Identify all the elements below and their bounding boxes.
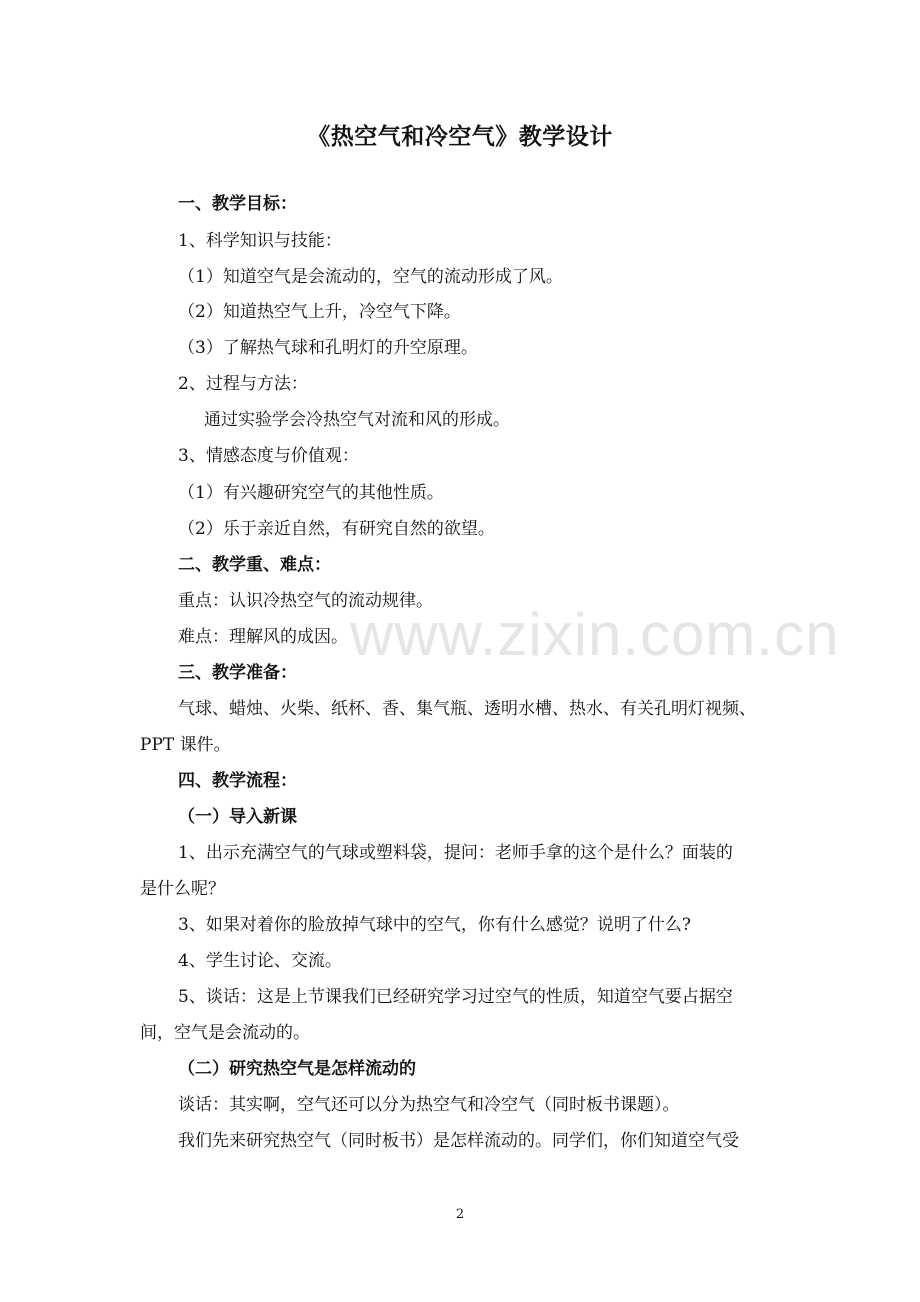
text-line: 5、谈话：这是上节课我们已经研究学习过空气的性质，知道空气要占据空 <box>178 987 733 1007</box>
text-line: 谈话：其实啊，空气还可以分为热空气和冷空气（同时板书课题）。 <box>178 1095 680 1115</box>
text-line: 4、学生讨论、交流。 <box>178 951 342 971</box>
text-line: （1）知道空气是会流动的，空气的流动形成了风。 <box>178 267 563 287</box>
text-line: （2）知道热空气上升，冷空气下降。 <box>178 302 461 322</box>
document-title: 《热空气和冷空气》教学设计 <box>307 124 613 150</box>
text-line: PPT 课件。 <box>140 735 231 755</box>
section-heading-process: 四、教学流程： <box>178 771 297 791</box>
text-line: 气球、蜡烛、火柴、纸杯、香、集气瓶、透明水槽、热水、有关孔明灯视频、 <box>178 699 756 719</box>
text-line: 2、过程与方法： <box>178 374 308 394</box>
text-line: 3、情感态度与价值观： <box>178 446 359 466</box>
section-heading-preparation: 三、教学准备： <box>178 663 297 683</box>
subsection-heading-hot-air: （二）研究热空气是怎样流动的 <box>178 1059 416 1079</box>
text-line: （1）有兴趣研究空气的其他性质。 <box>178 483 444 503</box>
page-number: 2 <box>455 1207 465 1222</box>
subsection-heading-intro: （一）导入新课 <box>178 807 297 827</box>
text-line: （2）乐于亲近自然，有研究自然的欲望。 <box>178 519 495 539</box>
text-line: 难点：理解风的成因。 <box>178 627 348 647</box>
section-heading-key-points: 二、教学重、难点： <box>178 555 331 575</box>
text-line: 重点：认识冷热空气的流动规律。 <box>178 591 433 611</box>
section-heading-goals: 一、教学目标： <box>178 194 297 214</box>
text-line: 我们先来研究热空气（同时板书）是怎样流动的。同学们，你们知道空气受 <box>178 1131 739 1151</box>
text-line: 间，空气是会流动的。 <box>140 1023 310 1043</box>
text-line: 1、科学知识与技能： <box>178 231 342 251</box>
watermark: www.zixin.com.cn <box>350 601 840 668</box>
text-line: 通过实验学会冷热空气对流和风的形成。 <box>204 410 510 430</box>
text-line: （3）了解热气球和孔明灯的升空原理。 <box>178 338 478 358</box>
text-line: 3、如果对着你的脸放掉气球中的空气，你有什么感觉？说明了什么? <box>178 915 691 935</box>
text-line: 是什么呢？ <box>140 879 225 899</box>
text-line: 1、出示充满空气的气球或塑料袋，提问：老师手拿的这个是什么？面装的 <box>178 843 733 863</box>
